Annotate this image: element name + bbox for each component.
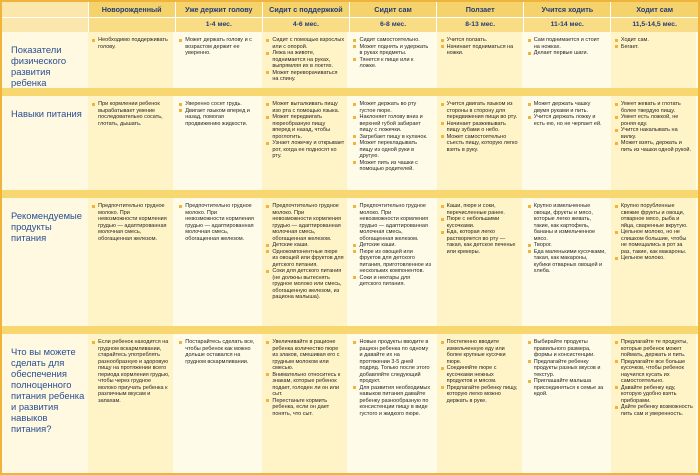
age-header: 11,5-14,5 мес. — [611, 18, 698, 33]
cell-box — [88, 32, 173, 88]
bullet-item: Сам поднимается и стоит на ножках. — [527, 37, 606, 50]
bullet-list — [614, 101, 693, 153]
bullet-list — [265, 339, 344, 417]
table-cell — [349, 330, 436, 475]
bullet-item: Может держать во рту густое пюре. — [352, 101, 431, 114]
age-header-row — [2, 18, 698, 33]
table-cell — [437, 330, 524, 475]
cell-box — [524, 334, 609, 474]
stage-header: Сидит с поддержкой — [262, 2, 349, 18]
bullet-item: Еда маленькими кусочками, такая, как макароны, кубики отварных овощей и хлеба. — [527, 249, 606, 275]
stage-header-row — [2, 2, 698, 18]
cell-box — [88, 334, 173, 474]
bullet-item: Предлагайте ребенку продукты разных вкусов и текстур. — [527, 359, 606, 379]
bullet-item: Если ребенок находится на грудном вскармливании, старайтесь употреблять разнообразную и здоровую пищу на протяжении всего периода кормления грудью, чтобы через грудное молоко приучать ребенка к различным вкусам и запахам. — [91, 339, 170, 404]
bullet-item: Творог. — [527, 242, 606, 249]
row-label: Навыки питания — [2, 92, 88, 194]
bullet-list — [178, 203, 257, 242]
bullet-list — [440, 339, 519, 404]
bullet-item: Сидит с помощью взрослых или с опорой. — [265, 37, 344, 50]
bullet-item: Необходимо поддерживать голову. — [91, 37, 170, 50]
bullet-list — [527, 203, 606, 275]
stage-header: Ходит сам — [611, 2, 698, 18]
bullet-item: Может держать голову и с возрастом держит ее уверенно. — [178, 37, 257, 57]
bullet-item: Загребает пищу в кулачок. — [352, 134, 431, 141]
bullet-list — [91, 203, 170, 242]
table-cell — [437, 194, 524, 330]
age-header: 4-6 мес. — [262, 18, 349, 33]
table-cell — [611, 194, 698, 330]
bullet-item: Может держать чашку двумя руками и пить. — [527, 101, 606, 114]
cell-box — [524, 198, 609, 326]
table-cell — [349, 32, 436, 92]
table-cell — [88, 32, 175, 92]
bullet-list — [527, 101, 606, 127]
bullet-list — [440, 203, 519, 255]
bullet-list — [91, 37, 170, 50]
table-cell — [611, 32, 698, 92]
bullet-item: Соединяйте пюре с кусочками нежных продуктов и мясом. — [440, 365, 519, 385]
bullet-item: Может выталкивать пищу изо рта с помощью языка. — [265, 101, 344, 114]
bullet-item: Предлагайте ребенку пищу, которую легко можно держать в руке. — [440, 385, 519, 405]
age-header: 11-14 мес. — [524, 18, 611, 33]
table-cell — [262, 92, 349, 194]
cell-box — [262, 32, 347, 88]
table-row — [2, 330, 698, 475]
bullet-item: Детские каши. — [265, 242, 344, 249]
table-cell — [175, 32, 262, 92]
bullet-item: Цельное молоко. — [614, 255, 693, 262]
bullet-item: Учится ползать. — [440, 37, 519, 44]
table-row — [2, 32, 698, 92]
bullet-item: Начинает подниматься на ножки. — [440, 44, 519, 57]
bullet-item: Учится двигать языком из стороны в сторону для передвижения пищи во рту. — [440, 101, 519, 121]
cell-box — [349, 334, 434, 474]
bullet-item: Внимательно относитесь к знакам, которые ребенок подает, голоден ли он или сыт. — [265, 372, 344, 398]
bullet-item: Предпочтительно грудное молоко. При невозможности кормления грудью — адаптированная молочная смесь, обогащенная железом. — [178, 203, 257, 242]
bullet-item: Для развития необходимых навыков питания давайте ребенку разнообразную по консистенции пищу в виде густого и жидкого пюре. — [352, 385, 431, 418]
bullet-item: Приглашайте малыша присоединяться к семье за едой. — [527, 378, 606, 398]
table-row — [2, 92, 698, 194]
stage-header: Уже держит голову — [175, 2, 262, 18]
cell-box — [349, 32, 434, 88]
bullet-item: Делает первые шаги. — [527, 50, 606, 57]
cell-box — [437, 96, 522, 190]
bullet-item: Пюре с небольшими кусочками. — [440, 216, 519, 229]
bullet-list — [178, 37, 257, 57]
bullet-item: Постарайтесь сделать все, чтобы ребенок как можно дольше оставался на грудном вскармливании. — [178, 339, 257, 365]
bullet-item: Каши, пюре и соки, перечисленные ранее. — [440, 203, 519, 216]
bullet-item: Крупно измельченные овощи, фрукты и мясо, которые легко жевать, такие, как картофель, бананы и измельченное мясо. — [527, 203, 606, 242]
bullet-item: Увеличивайте в рационе ребенка количество пюре из злаков, смешивая его с грудным молоком или смесью. — [265, 339, 344, 372]
age-header: 6-8 мес. — [349, 18, 436, 33]
bullet-item: Может самостоятельно съесть пищу, которую легко взять в руку. — [440, 134, 519, 154]
bullet-item: При кормлении ребенок вырабатывает умение последовательно сосать, глотать, дышать. — [91, 101, 170, 127]
bullet-item: Давайте ребенку еду, которую удобно взять приборами. — [614, 385, 693, 405]
bullet-list — [352, 101, 431, 173]
bullet-item: Предпочтительно грудное молоко. При невозможности кормления грудью — адаптированная молочная смесь, обогащенная железом. — [265, 203, 344, 242]
bullet-item: Постепенно вводите измельченную еду или более крупные кусочки пюре. — [440, 339, 519, 365]
bullet-list — [178, 101, 257, 127]
table-cell — [88, 92, 175, 194]
table-row — [2, 194, 698, 330]
table-cell — [437, 32, 524, 92]
nutrition-development-table — [2, 2, 698, 475]
bullet-list — [178, 339, 257, 365]
cell-box — [262, 96, 347, 190]
bullet-item: Двигает языком вперед и назад, помогая продвижению жидкости. — [178, 108, 257, 128]
row-label: Показатели физического развития ребенка — [2, 32, 88, 92]
table-cell — [437, 92, 524, 194]
bullet-list — [352, 37, 431, 70]
bullet-item: Дайте ребенку возможность пить сам и уверенность. — [614, 404, 693, 417]
bullet-item: Сидит самостоятельно. — [352, 37, 431, 44]
table-cell — [175, 330, 262, 475]
bullet-item: Умеет жевать и глотать более твердую пищу. — [614, 101, 693, 114]
age-header: 8-13 мес. — [437, 18, 524, 33]
table-cell — [88, 330, 175, 475]
bullet-item: Начинает разжевывать пищу зубами о небо. — [440, 121, 519, 134]
table-cell — [524, 330, 611, 475]
cell-box — [262, 334, 347, 474]
table-cell — [262, 32, 349, 92]
cell-box — [175, 32, 260, 88]
row-label: Рекомендуемые продукты питания — [2, 194, 88, 330]
bullet-item: Новые продукты вводите в рацион ребенка по одному и давайте их на протяжении 3-5 дней подряд. Только после этого добавляйте следующий продукт. — [352, 339, 431, 385]
bullet-list — [614, 37, 693, 50]
table-cell — [88, 194, 175, 330]
cell-box — [88, 96, 173, 190]
stage-header: Учится ходить — [524, 2, 611, 18]
bullet-item: Лежа на животе, поднимается на руках, выпрямляя их в локтях. — [265, 50, 344, 70]
cell-box — [175, 334, 260, 474]
stage-header: Новорожденный — [88, 2, 175, 18]
bullet-list — [527, 37, 606, 57]
cell-box — [349, 96, 434, 190]
table-cell — [524, 32, 611, 92]
table-cell — [611, 92, 698, 194]
age-header — [88, 18, 175, 33]
bullet-list — [614, 203, 693, 262]
bullet-item: Может пить из чашки с помощью родителей. — [352, 160, 431, 173]
bullet-item: Может передвигать пюреобразную пищу вперед и назад, чтобы проглотить. — [265, 114, 344, 140]
table-cell — [262, 194, 349, 330]
stage-header: Сидит сам — [349, 2, 436, 18]
table-cell — [524, 194, 611, 330]
bullet-item: Учится накалывать на вилку. — [614, 127, 693, 140]
bullet-item: Еда, которая легко растворяется во рту — такая, как детское печенье или крекеры. — [440, 229, 519, 255]
bullet-list — [440, 37, 519, 57]
bullet-item: Узнает ложечку и открывает рот, когда ее подносят ко рту. — [265, 140, 344, 160]
corner-cell — [2, 18, 88, 33]
bullet-list — [527, 339, 606, 398]
row-label: Что вы можете сделать для обеспечения полноценного питания ребенка и развития навыков питания? — [2, 330, 88, 475]
cell-box — [611, 96, 696, 190]
cell-box — [611, 198, 696, 326]
table-cell — [611, 330, 698, 475]
bullet-item: Крупно порубленные свежие фрукты и овощи, отварное мясо, рыба и яйца, сваренные вкрутую. — [614, 203, 693, 229]
bullet-item: Может взять, держать и пить из чашки одной рукой. — [614, 140, 693, 153]
bullet-item: Предлагайте все больше кусочков, чтобы ребенок научился кусать их самостоятельно. — [614, 359, 693, 385]
bullet-item: Учится держать ложку и есть ею, но не черпает ей. — [527, 114, 606, 127]
stage-header: Ползает — [437, 2, 524, 18]
bullet-item: Бегает. — [614, 44, 693, 51]
bullet-item: Предлагайте те продукты, которые ребенок может поймать, держать и пить. — [614, 339, 693, 359]
bullet-list — [614, 339, 693, 417]
bullet-list — [91, 101, 170, 127]
bullet-item: Пюре из овощей или фруктов для детского питания, приготовленное из нескольких компонентов. — [352, 249, 431, 275]
bullet-list — [91, 339, 170, 404]
bullet-item: Перестаньте кормить ребенка, если он дает понять, что сыт. — [265, 398, 344, 418]
bullet-item: Выбирайте продукты правильного размера, формы и консистенции. — [527, 339, 606, 359]
table-cell — [175, 194, 262, 330]
cell-box — [437, 334, 522, 474]
table-cell — [349, 194, 436, 330]
cell-box — [349, 198, 434, 326]
cell-box — [437, 32, 522, 88]
bullet-list — [352, 339, 431, 417]
bullet-item: Предпочтительно грудное молоко. При невозможности кормления грудью — адаптированная молочная смесь, обогащенная железом. — [352, 203, 431, 242]
cell-box — [262, 198, 347, 326]
bullet-item: Уверенно сосет грудь. — [178, 101, 257, 108]
table-cell — [524, 92, 611, 194]
corner-cell — [2, 2, 88, 18]
bullet-list — [265, 101, 344, 160]
bullet-item: Соки для детского питания (не должны вытеснять грудное молоко или смесь, обогащенную железом, из рациона малыша). — [265, 268, 344, 301]
bullet-list — [440, 101, 519, 153]
cell-box — [175, 96, 260, 190]
age-header: 1-4 мес. — [175, 18, 262, 33]
bullet-item: Тянется к пище или к ложке. — [352, 57, 431, 70]
bullet-item: Может поднять и удержать в руках предметы. — [352, 44, 431, 57]
bullet-list — [265, 37, 344, 83]
table-cell — [262, 330, 349, 475]
cell-box — [437, 198, 522, 326]
bullet-item: Однокомпонентные пюре из овощей или фруктов для детского питания. — [265, 249, 344, 269]
cell-box — [88, 198, 173, 326]
cell-box — [611, 32, 696, 88]
bullet-item: Цельное молоко, но не слишком большие, чтобы не помещались в рот за раз, такие, как макароны. — [614, 229, 693, 255]
bullet-item: Ходит сам. — [614, 37, 693, 44]
cell-box — [524, 96, 609, 190]
bullet-item: Умеет есть ложкой, не роняя еду. — [614, 114, 693, 127]
cell-box — [611, 334, 696, 474]
bullet-item: Детские каши. — [352, 242, 431, 249]
bullet-item: Может перекладывать пищу из одной руки в другую. — [352, 140, 431, 160]
bullet-list — [265, 203, 344, 301]
bullet-item: Наклоняет голову вниз и верхней губой забирает пищу с ложечки. — [352, 114, 431, 134]
cell-box — [524, 32, 609, 88]
bullet-item: Предпочтительно грудное молоко. При невозможности кормления грудью — адаптированная молочная смесь, обогащенная железом. — [91, 203, 170, 242]
bullet-list — [352, 203, 431, 288]
cell-box — [175, 198, 260, 326]
bullet-item: Может переворачиваться на спину. — [265, 70, 344, 83]
table-cell — [175, 92, 262, 194]
table-cell — [349, 92, 436, 194]
bullet-item: Соки и нектары для детского питания. — [352, 275, 431, 288]
